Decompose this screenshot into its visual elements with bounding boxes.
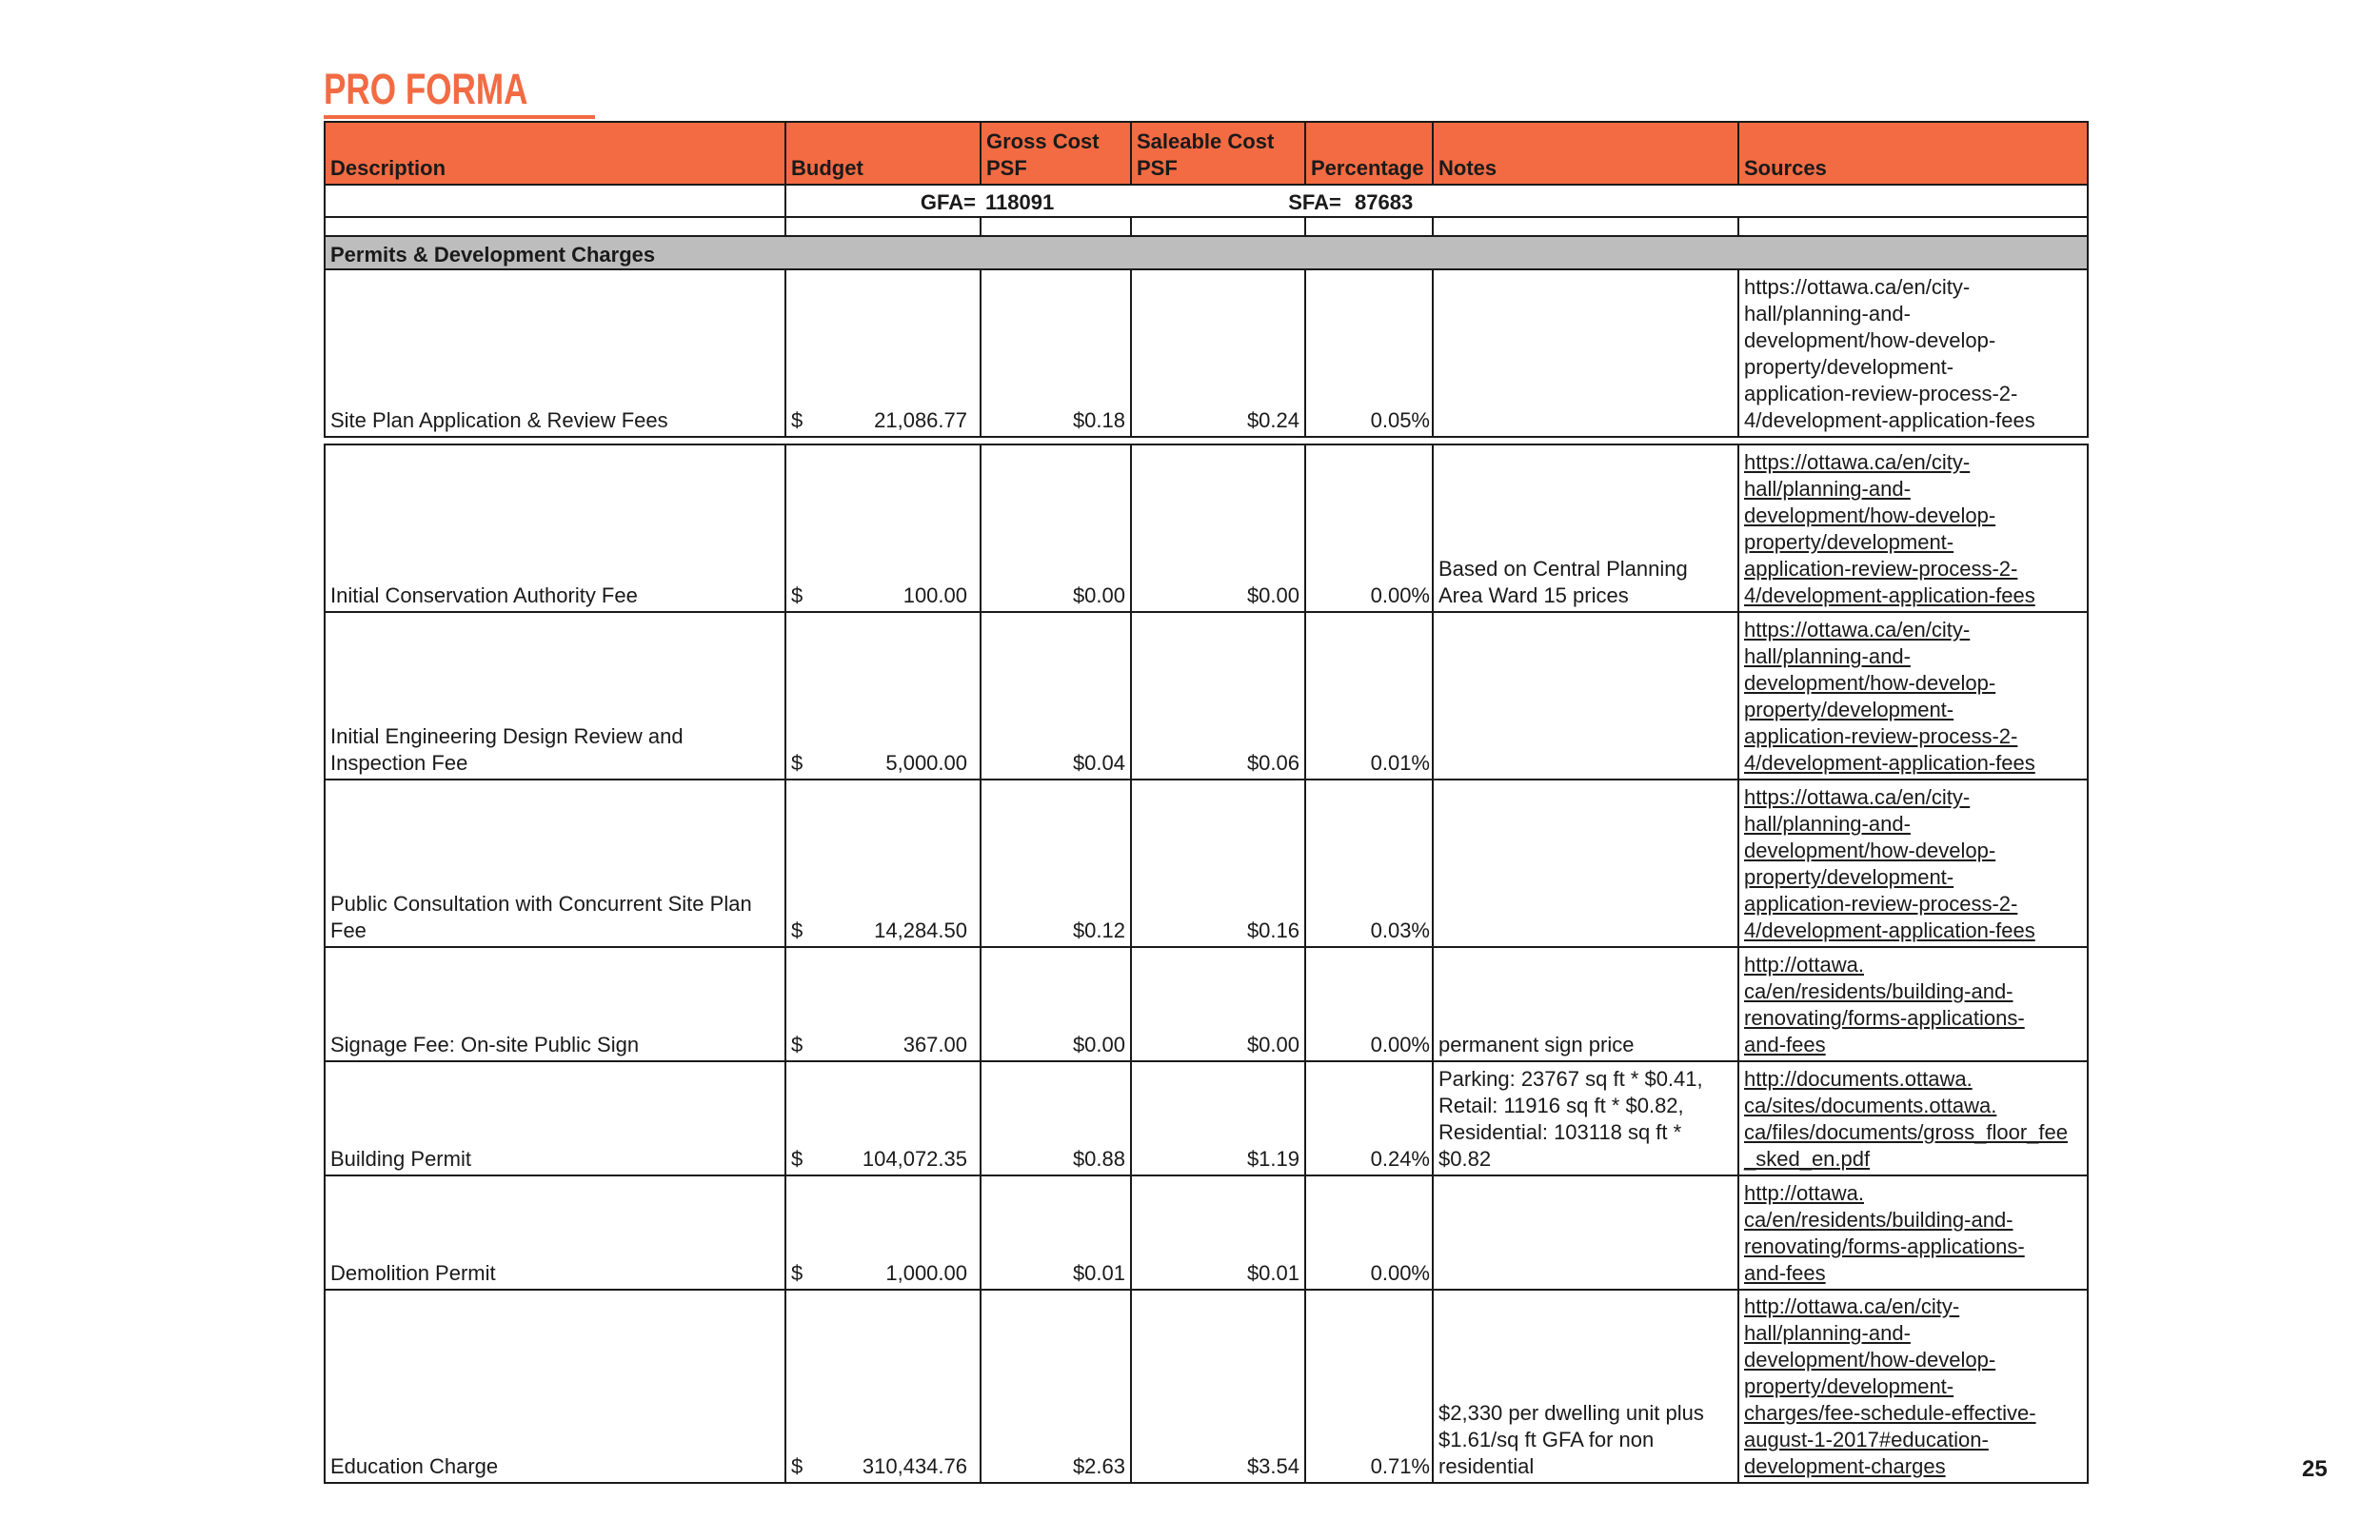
row-source-cell <box>1738 612 2088 780</box>
row-source-cell <box>1738 780 2088 947</box>
gfa-label: GFA= <box>785 185 981 217</box>
table-row <box>325 1175 2088 1290</box>
row-source-cell <box>1738 947 2088 1061</box>
row-saleable-cost-psf: $1.19 <box>1131 1061 1305 1175</box>
row-source-cell <box>1738 1061 2088 1175</box>
header-budget: Budget <box>785 122 981 185</box>
header-saleable-cost-psf: Saleable Cost PSF <box>1131 122 1305 185</box>
row-source-cell <box>1738 1175 2088 1290</box>
area-row <box>325 185 2088 217</box>
row-description: Building Permit <box>325 1061 785 1175</box>
header-sources: Sources <box>1738 122 2088 185</box>
row-source-link[interactable]: https://ottawa.ca/en/city- hall/planning-and- development/how-develop- property/development- application-review-process-2- 4/development-application-fees <box>1744 450 2035 607</box>
header-row <box>325 122 2088 185</box>
section-row <box>325 236 2088 269</box>
row-saleable-cost-psf: $0.06 <box>1131 612 1305 780</box>
row-source-cell <box>1738 1290 2088 1483</box>
row-budget-cell <box>785 1290 981 1483</box>
row-notes <box>1433 780 1738 947</box>
row-description: Public Consultation with Concurrent Site Plan Fee <box>325 780 785 947</box>
row-saleable-cost-psf: $0.16 <box>1131 780 1305 947</box>
page-number: 25 <box>2302 1456 2328 1482</box>
row-saleable-cost-psf: $0.00 <box>1131 444 1305 612</box>
row-percentage: 0.01% <box>1305 612 1433 780</box>
row-gross-cost-psf: $0.18 <box>981 269 1131 437</box>
row-notes: $2,330 per dwelling unit plus $1.61/sq ft GFA for non residential <box>1433 1290 1738 1483</box>
row-source-link[interactable]: http://documents.ottawa. ca/sites/documents.ottawa. ca/files/documents/gross_floor_fee _sked_en.pdf <box>1744 1067 2068 1171</box>
row-source-cell <box>1738 269 2088 437</box>
row-budget: 21,086.77 <box>874 408 967 432</box>
row-source-link[interactable]: https://ottawa.ca/en/city- hall/planning-and- development/how-develop- property/development- application-review-process-2- 4/development-application-fees <box>1744 785 2035 942</box>
area-row-blank <box>325 185 785 217</box>
row-source-cell <box>1738 444 2088 612</box>
row-percentage: 0.00% <box>1305 947 1433 1061</box>
header-notes: Notes <box>1433 122 1738 185</box>
row-notes <box>1433 1175 1738 1290</box>
row-currency: $ <box>791 751 803 775</box>
row-budget-cell <box>785 1175 981 1290</box>
row-budget-cell <box>785 269 981 437</box>
row-budget: 1,000.00 <box>885 1261 967 1285</box>
row-currency: $ <box>791 408 803 432</box>
row-currency: $ <box>791 918 803 942</box>
row-notes <box>1433 612 1738 780</box>
row-percentage: 0.00% <box>1305 444 1433 612</box>
section-title: Permits & Development Charges <box>325 236 2088 269</box>
row-budget: 104,072.35 <box>862 1147 967 1171</box>
table-row <box>325 780 2088 947</box>
row-saleable-cost-psf: $3.54 <box>1131 1290 1305 1483</box>
row-description: Education Charge <box>325 1290 785 1483</box>
table-row <box>325 612 2088 780</box>
sfa-value: 87683 <box>1355 190 1414 214</box>
row-description: Initial Conservation Authority Fee <box>325 444 785 612</box>
header-gross-cost-psf: Gross Cost PSF <box>981 122 1131 185</box>
row-source-link[interactable]: http://ottawa. ca/en/residents/building-and- renovating/forms-applications- and-fees <box>1744 953 2025 1056</box>
row-source-link[interactable]: https://ottawa.ca/en/city- hall/planning-and- development/how-develop- property/development- application-review-process-2- 4/development-application-fees <box>1744 618 2035 775</box>
spacer-row <box>325 217 2088 236</box>
row-notes: Parking: 23767 sq ft * $0.41, Retail: 11916 sq ft * $0.82, Residential: 103118 sq ft * $0.82 <box>1433 1061 1738 1175</box>
row-currency: $ <box>791 1033 803 1056</box>
row-gross-cost-psf: $0.04 <box>981 612 1131 780</box>
row-percentage: 0.00% <box>1305 1175 1433 1290</box>
row-percentage: 0.03% <box>1305 780 1433 947</box>
gfa-value: 118091 <box>981 185 1131 217</box>
row-budget: 5,000.00 <box>885 751 967 775</box>
row-notes: Based on Central Planning Area Ward 15 prices <box>1433 444 1738 612</box>
row-budget: 14,284.50 <box>874 918 967 942</box>
row-budget: 310,434.76 <box>862 1454 967 1478</box>
pro-forma-table <box>324 121 2089 1484</box>
table-row <box>325 444 2088 612</box>
row-budget-cell <box>785 1061 981 1175</box>
row-notes <box>1433 269 1738 437</box>
table-row <box>325 1290 2088 1483</box>
sfa-label: SFA= <box>1288 190 1341 214</box>
row-separator <box>325 437 2088 444</box>
row-saleable-cost-psf: $0.00 <box>1131 947 1305 1061</box>
row-notes: permanent sign price <box>1433 947 1738 1061</box>
title-underline <box>324 115 595 119</box>
area-row-blank-right <box>1433 185 2088 217</box>
row-gross-cost-psf: $0.00 <box>981 444 1131 612</box>
row-percentage: 0.05% <box>1305 269 1433 437</box>
row-gross-cost-psf: $2.63 <box>981 1290 1131 1483</box>
row-budget-cell <box>785 444 981 612</box>
row-source-link: https://ottawa.ca/en/city- hall/planning-and- development/how-develop- property/development- application-review-process-2- 4/development-application-fees <box>1744 275 2035 432</box>
table-row <box>325 947 2088 1061</box>
page-title: PRO FORMA <box>324 65 528 113</box>
row-budget: 100.00 <box>902 583 967 607</box>
row-source-link[interactable]: http://ottawa.ca/en/city- hall/planning-and- development/how-develop- property/development- charges/fee-schedule-effective- august-1-2017#education- development-charges <box>1744 1294 2036 1478</box>
row-percentage: 0.71% <box>1305 1290 1433 1483</box>
row-description: Demolition Permit <box>325 1175 785 1290</box>
row-percentage: 0.24% <box>1305 1061 1433 1175</box>
row-budget-cell <box>785 612 981 780</box>
row-gross-cost-psf: $0.01 <box>981 1175 1131 1290</box>
row-currency: $ <box>791 1454 803 1478</box>
row-currency: $ <box>791 1261 803 1285</box>
row-gross-cost-psf: $0.12 <box>981 780 1131 947</box>
row-saleable-cost-psf: $0.01 <box>1131 1175 1305 1290</box>
row-description: Initial Engineering Design Review and Inspection Fee <box>325 612 785 780</box>
row-budget-cell <box>785 947 981 1061</box>
row-description: Signage Fee: On-site Public Sign <box>325 947 785 1061</box>
row-gross-cost-psf: $0.00 <box>981 947 1131 1061</box>
row-source-link[interactable]: http://ottawa. ca/en/residents/building-and- renovating/forms-applications- and-fees <box>1744 1181 2025 1285</box>
table-row <box>325 269 2088 437</box>
row-budget: 367.00 <box>902 1033 967 1056</box>
header-percentage: Percentage <box>1305 122 1433 185</box>
row-gross-cost-psf: $0.88 <box>981 1061 1131 1175</box>
table-row <box>325 1061 2088 1175</box>
row-description: Site Plan Application & Review Fees <box>325 269 785 437</box>
row-currency: $ <box>791 583 803 607</box>
header-description: Description <box>325 122 785 185</box>
row-saleable-cost-psf: $0.24 <box>1131 269 1305 437</box>
row-currency: $ <box>791 1147 803 1171</box>
row-budget-cell <box>785 780 981 947</box>
